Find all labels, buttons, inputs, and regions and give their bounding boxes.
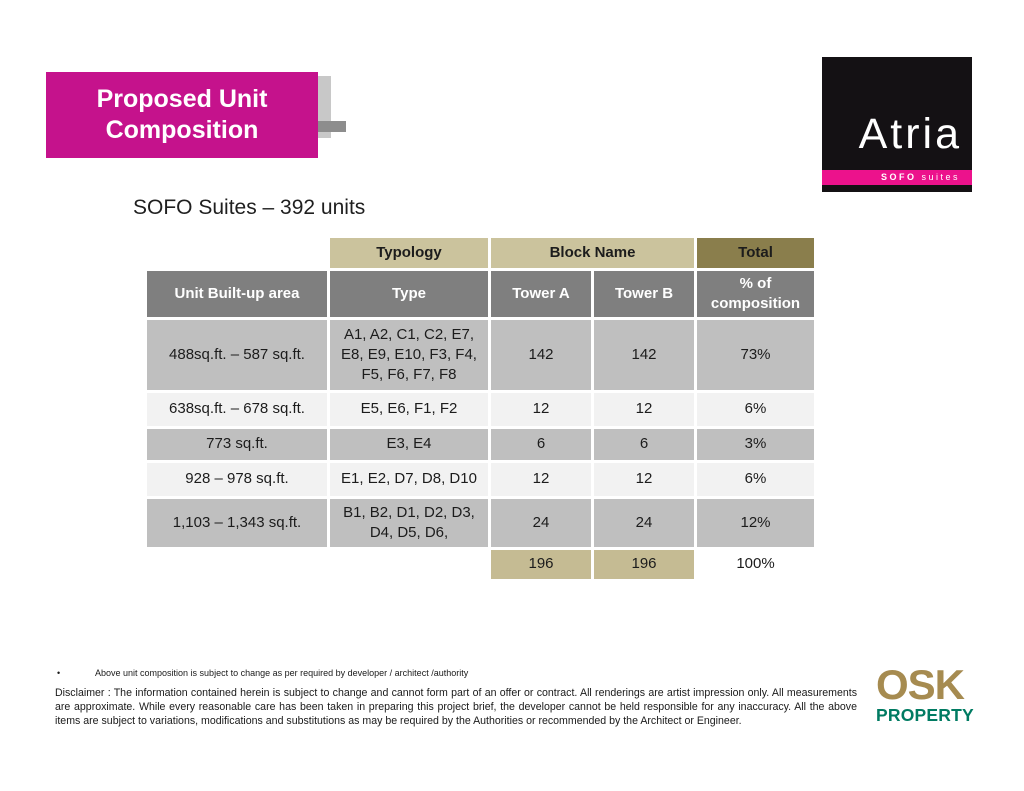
cell-tower-a: 6 bbox=[491, 429, 591, 460]
title-line1: Proposed Unit bbox=[96, 85, 268, 113]
col-header-area: Unit Built-up area bbox=[147, 271, 327, 317]
footer-tower-b-total: 196 bbox=[594, 550, 694, 579]
atria-logo-name: Atria bbox=[858, 110, 962, 158]
cell-tower-a: 12 bbox=[491, 393, 591, 426]
cell-pct: 3% bbox=[697, 429, 814, 460]
group-header-typology: Typology bbox=[330, 238, 488, 268]
cell-area: 928 – 978 sq.ft. bbox=[147, 463, 327, 496]
bullet-icon: • bbox=[57, 668, 61, 678]
footnote-text: Above unit composition is subject to change as per required by developer / architect /authority bbox=[95, 668, 469, 678]
col-header-type: Type bbox=[330, 271, 488, 317]
column-header-row bbox=[147, 271, 814, 317]
cell-tower-b: 12 bbox=[594, 393, 694, 426]
cell-area: 488sq.ft. – 587 sq.ft. bbox=[147, 320, 327, 390]
cell-types: B1, B2, D1, D2, D3, D4, D5, D6, bbox=[330, 499, 488, 547]
col-header-tower-a: Tower A bbox=[491, 271, 591, 317]
cell-tower-b: 142 bbox=[594, 320, 694, 390]
title-line2: Composition bbox=[105, 116, 259, 144]
cell-types: E1, E2, D7, D8, D10 bbox=[330, 463, 488, 496]
banner-shadow-dark bbox=[317, 121, 346, 132]
cell-types: E3, E4 bbox=[330, 429, 488, 460]
cell-tower-b: 12 bbox=[594, 463, 694, 496]
atria-logo-tagline bbox=[822, 170, 972, 185]
cell-pct: 12% bbox=[697, 499, 814, 547]
cell-tower-b: 24 bbox=[594, 499, 694, 547]
cell-area: 1,103 – 1,343 sq.ft. bbox=[147, 499, 327, 547]
osk-property-logo bbox=[876, 661, 974, 725]
cell-pct: 6% bbox=[697, 393, 814, 426]
cell-pct: 73% bbox=[697, 320, 814, 390]
footer-pct-total: 100% bbox=[736, 555, 775, 573]
cell-tower-a: 24 bbox=[491, 499, 591, 547]
section-heading: SOFO Suites – 392 units bbox=[133, 196, 366, 219]
cell-types: E5, E6, F1, F2 bbox=[330, 393, 488, 426]
cell-types: A1, A2, C1, C2, E7, E8, E9, E10, F3, F4, F5, F6, F7, F8 bbox=[330, 320, 488, 390]
group-header-block-name: Block Name bbox=[491, 238, 694, 268]
cell-tower-a: 12 bbox=[491, 463, 591, 496]
cell-area: 638sq.ft. – 678 sq.ft. bbox=[147, 393, 327, 426]
group-header-total: Total bbox=[697, 238, 814, 268]
osk-logo-name: OSK bbox=[876, 661, 965, 708]
group-header-row bbox=[147, 238, 814, 268]
disclaimer-text: Disclaimer : The information contained herein is subject to change and cannot form part of an offer or contract. All renderings are artist impression only. All measurements are approximate. While every reasonable care has been taken in preparing this project brief, the developer cannot be held responsible for any inaccuracy. All the above items are subject to variations, modifications and substitutions as may be required by the Authorities or recommended by the Architect or Engineer. bbox=[55, 687, 857, 728]
footer-empty-area bbox=[147, 550, 327, 579]
table-row bbox=[147, 393, 814, 426]
atria-tagline-rest: suites bbox=[921, 172, 960, 182]
cell-tower-b: 6 bbox=[594, 429, 694, 460]
cell-tower-a: 142 bbox=[491, 320, 591, 390]
group-header-empty bbox=[147, 238, 327, 268]
col-header-pct: % of composition bbox=[697, 271, 814, 317]
footer-empty-type bbox=[330, 550, 488, 579]
cell-area: 773 sq.ft. bbox=[147, 429, 327, 460]
table-row bbox=[147, 463, 814, 496]
footnote-bullet bbox=[57, 668, 677, 678]
table-row bbox=[147, 320, 814, 390]
footer-tower-a-total: 196 bbox=[491, 550, 591, 579]
table-footer-row bbox=[147, 550, 814, 579]
title-banner bbox=[46, 72, 318, 158]
cell-pct: 6% bbox=[697, 463, 814, 496]
osk-logo-subtitle: PROPERTY bbox=[876, 705, 974, 725]
table-row bbox=[147, 429, 814, 460]
unit-composition-table bbox=[144, 235, 817, 582]
col-header-tower-b: Tower B bbox=[594, 271, 694, 317]
atria-logo bbox=[822, 57, 972, 192]
table-row bbox=[147, 499, 814, 547]
atria-tagline-bold: SOFO bbox=[880, 172, 917, 182]
